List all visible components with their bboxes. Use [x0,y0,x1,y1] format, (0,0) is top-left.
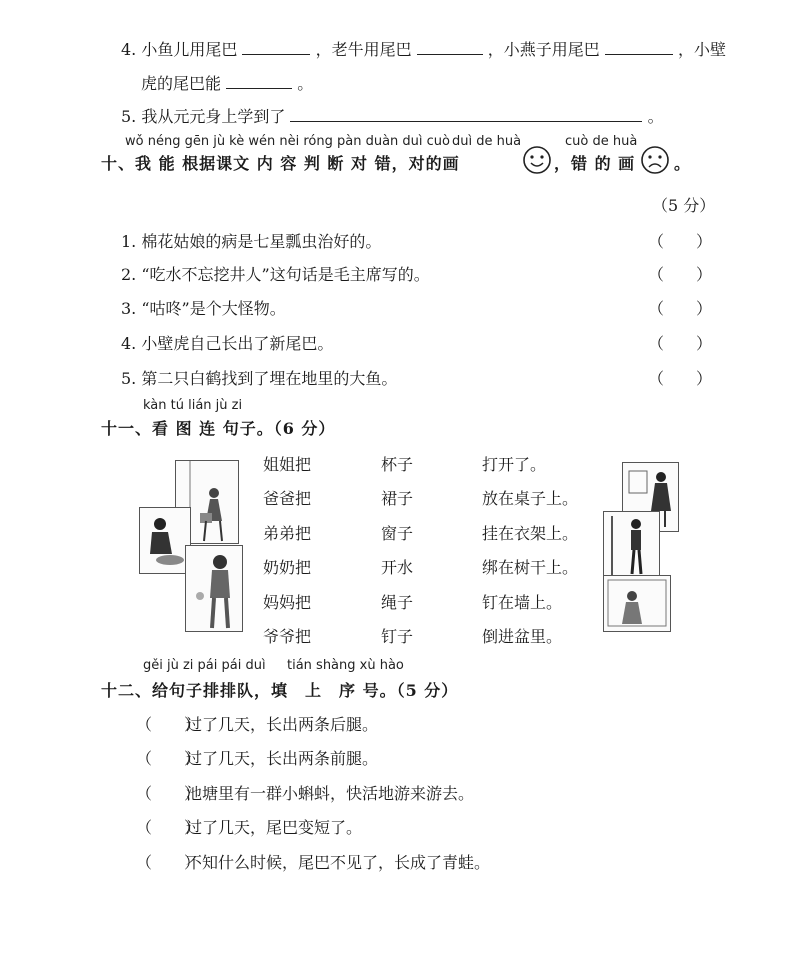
connect-col3-item[interactable]: 打开了。 [482,455,547,474]
judge-answer-paren[interactable]: （ ） [648,232,713,251]
section10-pinyin-wrong: cuò de huà [565,134,638,149]
connect-col2-item[interactable]: 开水 [381,558,414,577]
connect-col1-item[interactable]: 妈妈把 [263,593,312,612]
order-sentence: 过了几天，尾巴变短了。 [186,818,363,837]
connect-col3-item[interactable]: 挂在衣架上。 [482,524,579,543]
judge-answer-paren[interactable]: （ ） [648,334,713,353]
q9-5-end: 。 [647,107,664,126]
answer-blank[interactable] [290,107,642,122]
q9-4-part5: 虎的尾巴能 [141,74,222,93]
judge-answer-paren[interactable]: （ ） [648,265,713,284]
answer-blank[interactable] [605,40,673,55]
judge-item-num: 5. [121,369,137,388]
sad-face-icon [640,145,670,175]
judge-item-text: “吃水不忘挖井人”这句话是毛主席写的。 [141,265,430,284]
q9-4-part2: ，老牛用尾巴 [315,40,412,59]
judge-item-text: 第二只白鹤找到了埋在地里的大鱼。 [141,369,398,388]
connect-col2-item[interactable]: 裙子 [381,489,414,508]
judge-item [121,262,430,285]
q9-4-line1 [121,37,726,60]
q9-4-part4: ，小壁 [677,40,726,59]
q9-4-line2 [141,71,313,94]
judge-item [121,366,397,389]
connect-col3-item[interactable]: 钉在墙上。 [482,593,563,612]
connect-col1-item[interactable]: 爸爸把 [263,489,312,508]
section10-title-mid: ，错 的 画 [554,154,636,173]
connect-col1-item[interactable]: 姐姐把 [263,455,312,474]
section12-pinyin-b: tián shàng xù hào [287,658,404,673]
section12-title: 十二、给句子排排队，填 上 序 号。（5 分） [101,681,459,700]
q9-5-num: 5. [121,107,137,126]
order-sentence: 过了几天，长出两条后腿。 [186,715,379,734]
judge-item-text: “咕咚”是个大怪物。 [141,299,286,318]
judge-item-text: 棉花姑娘的病是七星瓢虫治好的。 [141,232,382,251]
judge-item-text: 小壁虎自己长出了新尾巴。 [141,334,334,353]
order-number-paren[interactable]: （ ） [136,853,201,872]
connect-col3-item[interactable]: 绑在树干上。 [482,558,579,577]
order-sentence: 不知什么时候，尾巴不见了，长成了青蛙。 [186,853,491,872]
order-sentence: 池塘里有一群小蝌蚪，快活地游来游去。 [186,784,475,803]
answer-blank[interactable] [226,74,292,89]
q9-4-num: 4. [121,40,137,59]
section10-score: （5 分） [652,196,716,215]
section11-pinyin: kàn tú lián jù zi [143,398,243,413]
connect-col3-item[interactable]: 倒进盆里。 [482,627,563,646]
connect-col1-item[interactable]: 奶奶把 [263,558,312,577]
judge-item-num: 2. [121,265,137,284]
section10-title: 十、我 能 根据课文 内 容 判 断 对 错，对的画 [101,154,460,173]
order-number-paren[interactable]: （ ） [136,818,201,837]
judge-item [121,296,286,319]
judge-item [121,229,381,252]
connect-col2-item[interactable]: 窗子 [381,524,414,543]
connect-col2-item[interactable]: 杯子 [381,455,414,474]
order-number-paren[interactable]: （ ） [136,784,201,803]
judge-answer-paren[interactable]: （ ） [648,369,713,388]
judge-answer-paren[interactable]: （ ） [648,299,713,318]
picture-father-window[interactable] [603,575,671,632]
q9-4-part6: 。 [297,74,314,93]
order-number-paren[interactable]: （ ） [136,715,201,734]
judge-item-num: 4. [121,334,137,353]
order-sentence: 过了几天，长出两条前腿。 [186,749,379,768]
section10-title-end: 。 [674,154,692,173]
section10-pinyin: wǒ néng gēn jù kè wén nèi róng pàn duàn duì cuò [125,134,450,149]
section10-pinyin-correct: duì de huà [452,134,522,149]
answer-blank[interactable] [242,40,310,55]
picture-grandma-basin[interactable] [139,507,191,574]
judge-item-num: 1. [121,232,137,251]
judge-item [121,331,333,354]
q9-4-part1: 小鱼儿用尾巴 [141,40,238,59]
picture-mother-rope[interactable] [603,511,660,579]
connect-col1-item[interactable]: 爷爷把 [263,627,312,646]
connect-col2-item[interactable]: 绳子 [381,593,414,612]
connect-col1-item[interactable]: 弟弟把 [263,524,312,543]
smiley-face-icon [522,145,552,175]
q9-5-text: 我从元元身上学到了 [141,107,286,126]
q9-4-part3: ，小燕子用尾巴 [487,40,600,59]
section12-pinyin-a: gěi jù zi pái pái duì [143,658,266,673]
answer-blank[interactable] [417,40,483,55]
order-number-paren[interactable]: （ ） [136,749,201,768]
connect-col2-item[interactable]: 钉子 [381,627,414,646]
picture-boy-nail[interactable] [185,545,243,632]
judge-item-num: 3. [121,299,137,318]
connect-col3-item[interactable]: 放在桌子上。 [482,489,579,508]
section11-title: 十一、看 图 连 句子。（6 分） [101,419,336,438]
q9-5-line [121,104,664,127]
